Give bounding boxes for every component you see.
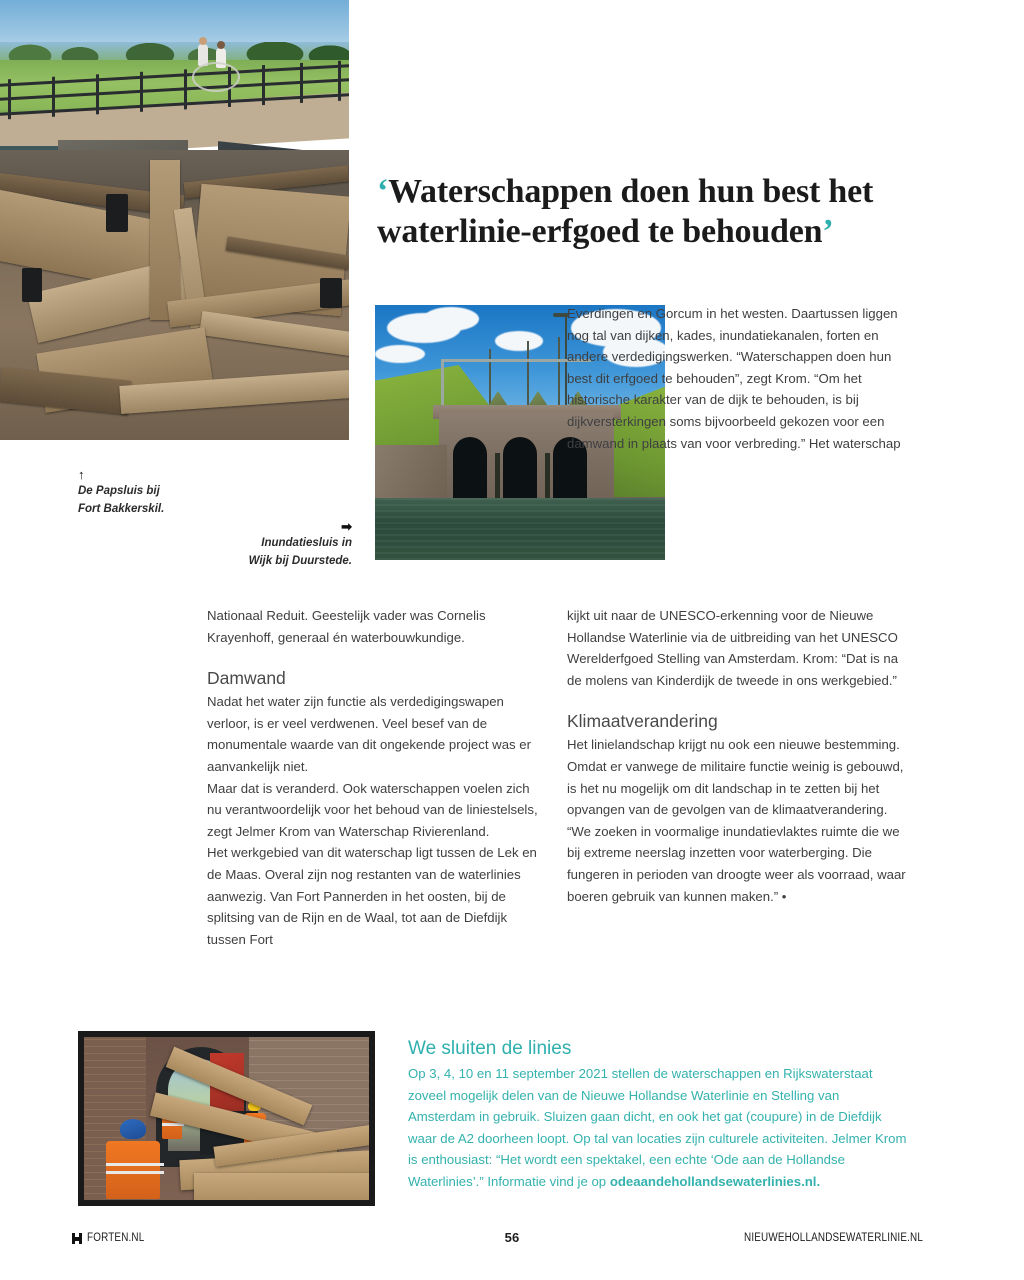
headline-line-2: waterlinie-erfgoed te behouden xyxy=(377,213,823,251)
paragraph: Everdingen en Gorcum in het westen. Daartussen liggen nog tal van dijken, kades, inundatiekanalen, forten en andere verdedigingswerken. “Waterschappen doen hun best dit erfgoed te behouden”, zegt Krom. “Om het historische karakter van de dijk te behouden, is bij dijkversterkingen soms bijvoorbeeld gekozen voor een damwand in plaats van voor verbreding.” Het waterschap xyxy=(567,306,901,451)
pole xyxy=(527,341,529,409)
caption-line-2: Wijk bij Duurstede. xyxy=(248,554,352,567)
caption-papsluis xyxy=(78,468,258,519)
sidebar-text: Op 3, 4, 10 en 11 september 2021 stellen de waterschappen en Rijkswaterstaat zoveel mogelijk delen van de Nieuwe Hollandse Waterlinie en Stelling van Amsterdam in gebruik. Sluizen gaan dicht, en ook het gat (coupure) in de Diefdijk waar de A2 doorheen loopt. Op tal van locaties zijn culturele activiteiten. Jelmer Krom is enthousiast: “Het wordt een spektakel, een echte ‘Ode aan de Hollandse Waterlinies’.” Informatie vind je op xyxy=(408,1066,907,1189)
wooden-beam xyxy=(194,1173,369,1200)
photo-papsluis xyxy=(0,0,349,440)
headline-line-1: Waterschappen doen hun best het xyxy=(388,173,874,210)
water-basin xyxy=(375,498,665,560)
photo-coupure xyxy=(78,1031,375,1206)
photo-inner xyxy=(84,1037,369,1200)
caption-line-2: Fort Bakkerskil. xyxy=(78,502,165,515)
pole xyxy=(558,337,560,407)
sidebar-we-sluiten-de-linies xyxy=(408,1036,908,1193)
footer-right-label[interactable]: NIEUWEHOLLANDSEWATERLINIE.NL xyxy=(743,1232,923,1244)
paragraph: kijkt uit naar de UNESCO-erkenning voor de Nieuwe Hollandse Waterlinie via de uitbreiding van het UNESCO Werelderfgoed Stelling van Amsterdam. Krom: “Dat is na de molens van Kinderdijk de tweede in ons werkgebied.” xyxy=(567,608,899,688)
caption-line-1: Inundatiesluis in xyxy=(261,537,352,549)
sluice-arch xyxy=(453,437,487,503)
cloud xyxy=(495,331,543,351)
open-quote-icon: ‘ xyxy=(377,173,389,210)
paragraph-intro: Nationaal Reduit. Geestelijk vader was Cornelis Krayenhoff, generaal én waterbouwkundige. xyxy=(207,608,486,645)
paragraph: “We zoeken in voormalige inundatievlaktes ruimte die we bij extreme neerslag inzetten voor waterberging. Die fungeren in perioden van droogte weer als voorraad, waar boeren gebruik van kunnen maken.” • xyxy=(567,823,906,904)
paragraph: Nadat het water zijn functie als verdedigingswapen verloor, is er veel verdwenen. Veel besef van de monumentale waarde van dit ongekende project was er aanvankelijk niet. xyxy=(207,694,532,774)
paragraph: Het linielandschap krijgt nu ook een nieuwe bestemming. Omdat er vanwege de militaire functie weinig is gebouwd, is het nu mogelijk om dit landschap in te zetten bij het opvangen van de gevolgen van de klimaatverandering. xyxy=(567,737,904,818)
close-quote-icon: ’ xyxy=(822,213,834,251)
worker-foreground xyxy=(106,1119,164,1200)
page-number: 56 xyxy=(504,1230,520,1245)
handrail-post xyxy=(441,359,444,407)
arrow-up-icon: ↑ xyxy=(78,467,85,482)
wooden-sluice-structure xyxy=(0,150,349,440)
sidebar-title: We sluiten de linies xyxy=(408,1038,572,1059)
cloud xyxy=(423,307,479,331)
footer-left-label[interactable]: FORTEN.NL xyxy=(87,1232,145,1244)
body-column-right-upper xyxy=(567,303,912,454)
arrow-right-icon: ➡ xyxy=(341,519,352,534)
page-title xyxy=(377,172,977,252)
caption-inundatiesluis xyxy=(190,520,352,571)
paragraph: Het werkgebied van dit waterschap ligt tussen de Lek en de Maas. Overal zijn nog restanten van de waterlinies aanwezig. Van Fort Pannerden in het oosten, bij de splitsing van de Rijn en de Waal, tot aan de Diefdijk tussen Fort xyxy=(207,845,537,947)
sluice-arch xyxy=(503,437,537,503)
page-footer xyxy=(72,1232,952,1252)
paragraph: Maar dat is veranderd. Ook waterschappen voelen zich nu verantwoordelijk voor het behoud van de liniestelsels, zegt Jelmer Krom van Waterschap Rivierenland. xyxy=(207,780,538,839)
sidebar-link[interactable]: odeaandehollandsewaterlinies.nl. xyxy=(609,1173,821,1189)
body-column-right-lower xyxy=(567,605,912,907)
body-column-left xyxy=(207,605,547,950)
subheading-klimaatverandering: Klimaatverandering xyxy=(567,711,718,732)
caption-line-1: De Papsluis bij xyxy=(78,485,160,497)
sidebar-body xyxy=(408,1063,908,1193)
cloud xyxy=(375,345,425,363)
subheading-damwand: Damwand xyxy=(207,668,286,689)
